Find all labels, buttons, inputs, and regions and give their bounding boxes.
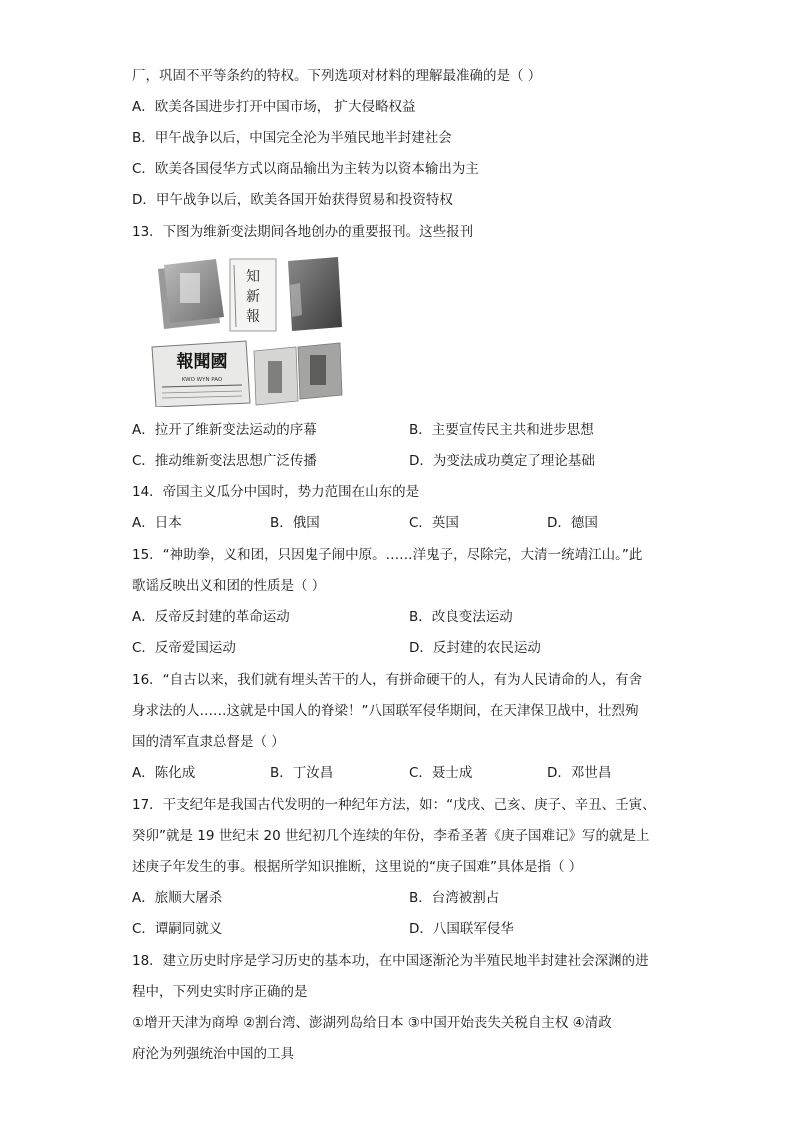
- q15-stem-line-1: 15．“神助拳，义和团，只因鬼子闹中原。……洋鬼子，尽除完，大清一统靖江山。”此: [132, 547, 643, 563]
- q16-option-d[interactable]: D．邓世昌: [547, 765, 612, 781]
- q15-stem-line-2: 歌谣反映出义和团的性质是（ ）: [132, 578, 326, 594]
- q17-option-d[interactable]: D．八国联军侵华: [409, 921, 514, 937]
- q18-items-line-1: ①增开天津为商埠 ②割台湾、澎湖列岛给日本 ③中国开始丧失关税自主权 ④清政: [132, 1015, 612, 1031]
- q16-stem-line-1: 16．“自古以来，我们就有埋头苦干的人，有拼命硬干的人，有为人民请命的人，有舍: [132, 672, 643, 688]
- q18-stem-line-1: 18．建立历史时序是学习历史的基本功，在中国逐渐沦为半殖民地半封建社会深渊的进: [132, 953, 649, 969]
- q14-stem: 14．帝国主义瓜分中国时，势力范围在山东的是: [132, 484, 420, 500]
- newspaper-photo: [150, 255, 346, 407]
- guowenbao-title: 報聞國: [176, 352, 228, 372]
- q13-option-d[interactable]: D．为变法成功奠定了理论基础: [409, 453, 595, 469]
- newspaper-zhixinbao: [230, 259, 276, 331]
- q17-option-c[interactable]: C．谭嗣同就义: [132, 921, 223, 937]
- q12-option-b[interactable]: B．甲午战争以后，中国完全沦为半殖民地半封建社会: [132, 130, 452, 146]
- q14-option-a[interactable]: A．日本: [132, 515, 182, 531]
- q13-stem: 13．下图为维新变法期间各地创办的重要报刊。这些报刊: [132, 224, 474, 240]
- q14-option-b[interactable]: B．俄国: [270, 515, 320, 531]
- q13-option-c[interactable]: C．推动维新变法思想广泛传播: [132, 453, 317, 469]
- q17-stem-line-2: 癸卯”就是 19 世纪末 20 世纪初几个连续的年份，李希圣著《庚子国难记》写的就是上: [132, 828, 650, 844]
- zhixinbao-char-2: 新: [246, 289, 260, 305]
- q16-option-a[interactable]: A．陈化成: [132, 765, 196, 781]
- q12-option-a[interactable]: A．欧美各国进步打开中国市场， 扩大侵略权益: [132, 99, 416, 115]
- q15-option-a[interactable]: A．反帝反封建的革命运动: [132, 609, 290, 625]
- q16-option-b[interactable]: B．丁汝昌: [270, 765, 334, 781]
- q18-stem-line-2: 程中，下列史实时序正确的是: [132, 984, 308, 1000]
- q17-stem-line-1: 17．干支纪年是我国古代发明的一种纪年方法，如：“戊戌、己亥、庚子、辛丑、壬寅、: [132, 797, 656, 813]
- q15-option-c[interactable]: C．反帝爱国运动: [132, 640, 236, 656]
- newspaper-photo-svg: [150, 255, 346, 407]
- guowenbao-romanization: KWO WYN PAO: [181, 377, 223, 383]
- q12-stem-tail: 厂，巩固不平等条约的特权。下列选项对材料的理解最准确的是（ ）: [132, 68, 542, 84]
- newspaper-stack-left: [158, 259, 224, 329]
- q17-option-a[interactable]: A．旅顺大屠杀: [132, 890, 223, 906]
- zhixinbao-char-3: 報: [246, 309, 260, 325]
- q16-option-c[interactable]: C．聂士成: [409, 765, 473, 781]
- q15-option-d[interactable]: D．反封建的农民运动: [409, 640, 541, 656]
- q17-option-b[interactable]: B．台湾被割占: [409, 890, 500, 906]
- q16-stem-line-2: 身求法的人……这就是中国人的脊梁！”八国联军侵华期间，在天津保卫战中，壮烈殉: [132, 703, 639, 719]
- q12-option-d[interactable]: D．甲午战争以后，欧美各国开始获得贸易和投资特权: [132, 192, 453, 208]
- q15-option-b[interactable]: B．改良变法运动: [409, 609, 513, 625]
- q14-option-d[interactable]: D．德国: [547, 515, 598, 531]
- newspaper-dark-right: [288, 257, 342, 331]
- q13-option-b[interactable]: B．主要宣传民主共和进步思想: [409, 422, 594, 438]
- newspaper-guowenbao: [152, 341, 250, 407]
- newspaper-stack-right: [254, 343, 342, 405]
- q16-stem-line-3: 国的清军直隶总督是（ ）: [132, 734, 285, 750]
- zhixinbao-char-1: 知: [246, 269, 260, 285]
- q13-option-a[interactable]: A．拉开了维新变法运动的序幕: [132, 422, 317, 438]
- q14-option-c[interactable]: C．英国: [409, 515, 459, 531]
- q18-items-line-2: 府沦为列强统治中国的工具: [132, 1046, 294, 1062]
- q17-stem-line-3: 述庚子年发生的事。根据所学知识推断，这里说的“庚子国难”具体是指（ ）: [132, 859, 583, 875]
- q12-option-c[interactable]: C．欧美各国侵华方式以商品输出为主转为以资本输出为主: [132, 161, 479, 177]
